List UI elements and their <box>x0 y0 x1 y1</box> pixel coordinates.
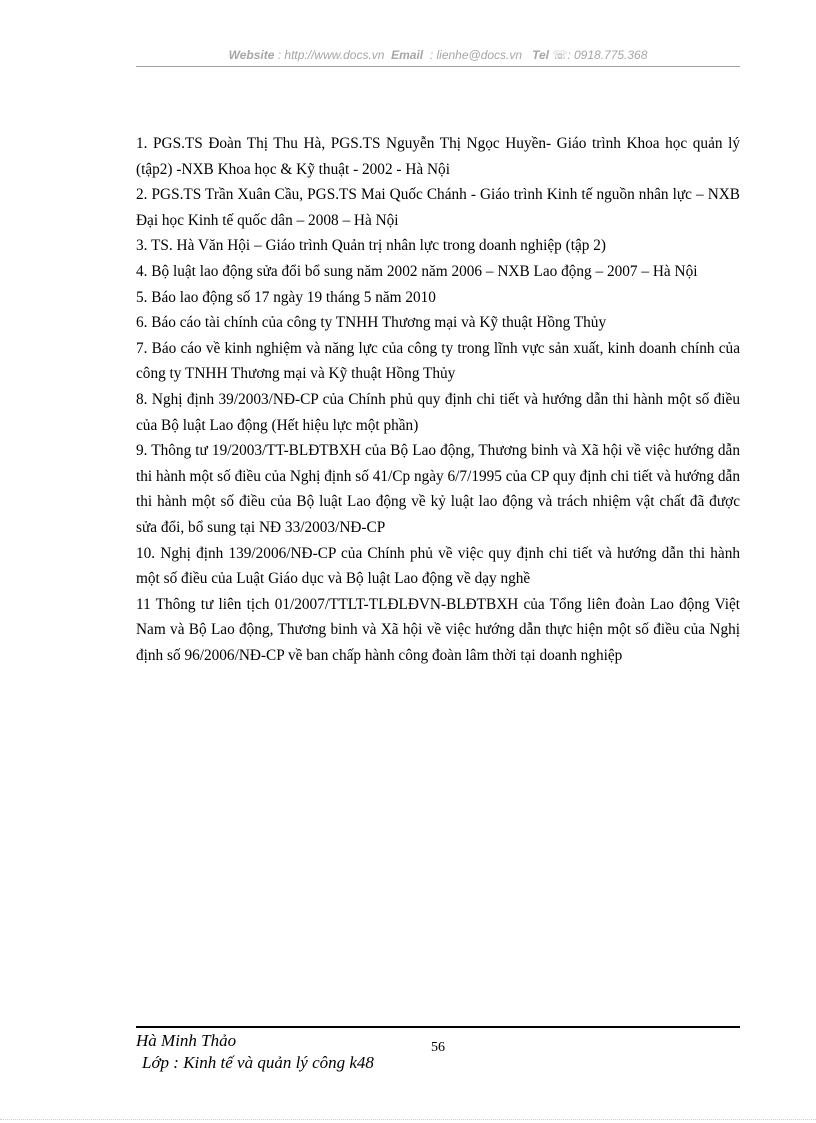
footer-author: Hà Minh Thảo <box>136 1031 237 1050</box>
reference-item: 4. Bộ luật lao động sửa đổi bổ sung năm 2002 năm 2006 – NXB Lao động – 2007 – Hà Nội <box>136 262 698 280</box>
page-bottom-border <box>0 1119 816 1120</box>
page-number: 56 <box>431 1040 445 1055</box>
page-header <box>136 48 740 62</box>
reference-item: 1. PGS.TS Đoàn Thị Thu Hà, PGS.TS Nguyễn Thị Ngọc Huyền- Giáo trình Khoa học quản lý (tập2) -NXB Khoa học & Kỹ thuật - 2002 - Hà Nội <box>136 135 740 178</box>
reference-item: 6. Báo cáo tài chính của công ty TNHH Thương mại và Kỹ thuật Hồng Thủy <box>136 314 607 332</box>
website-url: : http://www.docs.vn <box>277 48 385 62</box>
footer-divider <box>136 1026 740 1028</box>
footer-class: Lớp : Kinh tế và quản lý công k48 <box>142 1053 374 1072</box>
reference-item: 2. PGS.TS Trần Xuân Cầu, PGS.TS Mai Quốc Chánh - Giáo trình Kinh tế nguồn nhân lực – NXB Đại học Kinh tế quốc dân – 2008 – Hà Nội <box>136 186 740 229</box>
page-footer <box>136 1030 374 1074</box>
reference-list <box>136 131 740 668</box>
reference-item: 10. Nghị định 139/2006/NĐ-CP của Chính phủ về việc quy định chi tiết và hướng dẫn thi hành một số điều của Luật Giáo dục và Bộ luật Lao động về dạy nghề <box>136 544 740 588</box>
reference-item: 5. Báo lao động số 17 ngày 19 tháng 5 năm 2010 <box>136 288 436 306</box>
reference-item: 8. Nghị định 39/2003/NĐ-CP của Chính phủ quy định chi tiết và hướng dẫn thi hành một số điều của Bộ luật Lao động (Hết hiệu lực một phần) <box>136 390 740 434</box>
reference-item: 9. Thông tư 19/2003/TT-BLĐTBXH của Bộ Lao động, Thương binh và Xã hội về việc hướng dẫn thi hành một số điều của Nghị định số 41/Cp ngày 6/7/1995 của CP quy định chi tiết và hướng dẫn thi hành một số điều của Bộ luật Lao động về kỷ luật lao động và trách nhiệm vật chất đã được sửa đổi, bổ sung tại NĐ 33/2003/NĐ-CP <box>136 442 740 536</box>
tel-number: : 0918.775.368 <box>567 48 648 62</box>
email-label: Email <box>391 48 424 62</box>
reference-item: 3. TS. Hà Văn Hội – Giáo trình Quản trị nhân lực trong doanh nghiệp (tập 2) <box>136 237 606 255</box>
phone-icon: ☏ <box>552 48 568 62</box>
tel-label: Tel <box>532 48 549 62</box>
header-divider <box>136 66 740 67</box>
reference-item: 7. Báo cáo về kinh nghiệm và năng lực của công ty trong lĩnh vực sản xuất, kinh doanh chính của công ty TNHH Thương mại và Kỹ thuật Hồng Thủy <box>136 339 740 383</box>
website-label: Website <box>228 48 275 62</box>
email-address: : lienhe@docs.vn <box>429 48 523 62</box>
reference-item: 11 Thông tư liên tịch 01/2007/TTLT-TLĐLĐVN-BLĐTBXH của Tổng liên đoàn Lao động Việt Nam và Bộ Lao động, Thương binh và Xã hội về việc hướng dẫn thực hiện một số điều của Nghị định số 96/2006/NĐ-CP về ban chấp hành công đoàn lâm thời tại doanh nghiệp <box>136 595 740 664</box>
